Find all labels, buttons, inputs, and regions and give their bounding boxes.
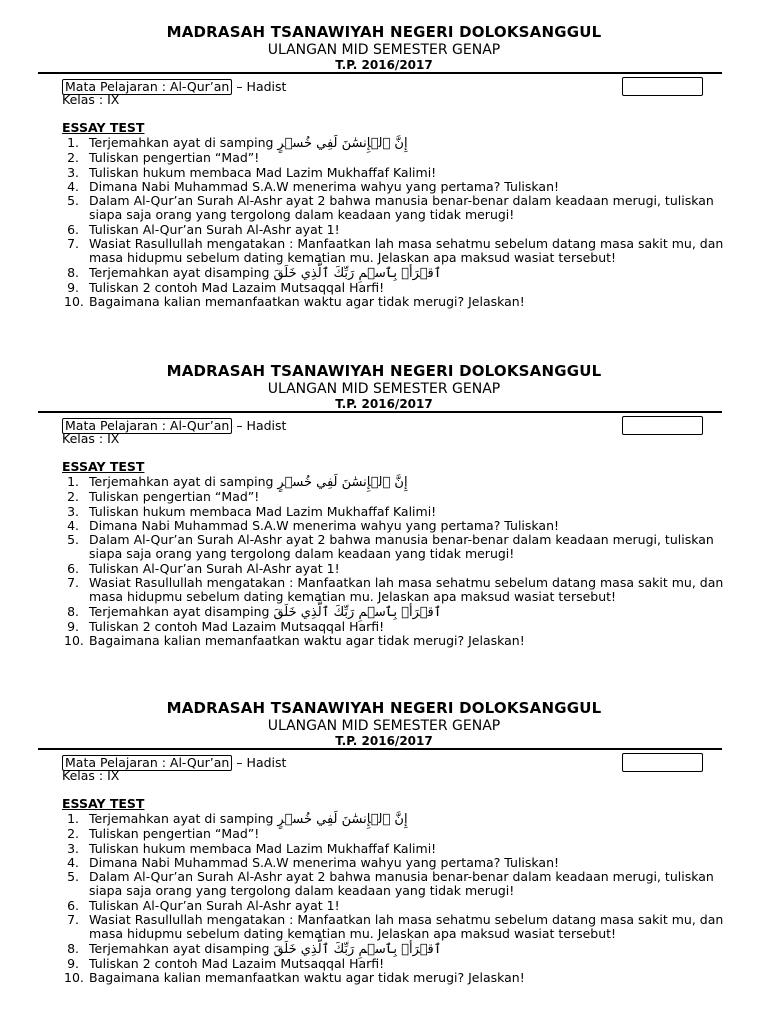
question-item: 7. Wasiat Rasullullah mengatakan : Manfaatkan lah masa sehatmu sebelum datang masa sakit mu, dan masa hidupmu sebelum dating kematian mu. Jelaskan apa maksud wasiat tersebut! [67, 575, 724, 605]
question-item: 1. Terjemahkan ayat di samping إِنَّ ٱلۡإِنسَٰنَ لَفِي خُسۡرٍ [67, 474, 408, 490]
question-item: 2. Tuliskan pengertian “Mad”! [67, 150, 260, 166]
question-item: 5. Dalam Al-Qur’an Surah Al-Ashr ayat 2 bahwa manusia benar-benar dalam keadaan merugi, tuliskan siapa saja orang yang tergolong dalam keadaan yang tidak merugi! [67, 193, 714, 223]
subject-suffix: – Hadist [232, 755, 287, 770]
school-title: MADRASAH TSANAWIYAH NEGERI DOLOKSANGGUL [166, 362, 602, 380]
header-rule [38, 72, 722, 74]
subject-suffix: – Hadist [232, 79, 287, 94]
header-rule [38, 748, 722, 750]
question-item: 1. Terjemahkan ayat di samping إِنَّ ٱلۡإِنسَٰنَ لَفِي خُسۡرٍ [67, 811, 408, 827]
question-item: 3. Tuliskan hukum membaca Mad Lazim Mukhaffaf Kalimi! [67, 503, 437, 519]
exam-sheet-1 [0, 22, 768, 352]
arabic-verse: ٱقۡرَأۡ بِٱسۡمِ رَبِّكَ ٱلَّذِي خَلَقَ [273, 265, 442, 281]
score-box [622, 77, 703, 96]
question-item: 6. Tuliskan Al-Qur’an Surah Al-Ashr ayat 1! [67, 897, 340, 913]
school-title: MADRASAH TSANAWIYAH NEGERI DOLOKSANGGUL [166, 23, 602, 41]
question-item: 10. Bagaimana kalian memanfaatkan waktu agar tidak merugi? Jelaskan! [64, 633, 525, 649]
exam-title: ULANGAN MID SEMESTER GENAP [267, 42, 501, 58]
question-item: 6. Tuliskan Al-Qur’an Surah Al-Ashr ayat 1! [67, 221, 340, 237]
academic-year: T.P. 2016/2017 [335, 397, 433, 411]
section-title: ESSAY TEST [62, 459, 145, 474]
arabic-verse: ٱقۡرَأۡ بِٱسۡمِ رَبِّكَ ٱلَّذِي خَلَقَ [273, 604, 442, 620]
exam-sheet-2 [0, 361, 768, 691]
exam-title: ULANGAN MID SEMESTER GENAP [267, 718, 501, 734]
arabic-verse: ٱقۡرَأۡ بِٱسۡمِ رَبِّكَ ٱلَّذِي خَلَقَ [273, 941, 442, 957]
class-label: Kelas : IX [62, 92, 120, 107]
question-item: 9. Tuliskan 2 contoh Mad Lazaim Mutsaqqal Harfi! [67, 618, 385, 634]
question-item: 10. Bagaimana kalian memanfaatkan waktu agar tidak merugi? Jelaskan! [64, 294, 525, 310]
class-label: Kelas : IX [62, 431, 120, 446]
score-box [622, 416, 703, 435]
header-rule [38, 411, 722, 413]
subject-box: Mata Pelajaran : Al-Qur’an [62, 79, 232, 95]
question-item: 10. Bagaimana kalian memanfaatkan waktu agar tidak merugi? Jelaskan! [64, 970, 525, 986]
arabic-verse: إِنَّ ٱلۡإِنسَٰنَ لَفِي خُسۡرٍ [277, 136, 408, 151]
arabic-verse: إِنَّ ٱلۡإِنسَٰنَ لَفِي خُسۡرٍ [277, 812, 408, 827]
question-item: 2. Tuliskan pengertian “Mad”! [67, 826, 260, 842]
question-item: 4. Dimana Nabi Muhammad S.A.W menerima wahyu yang pertama? Tuliskan! [67, 517, 560, 533]
score-box [622, 753, 703, 772]
question-list [64, 812, 734, 986]
question-item: 9. Tuliskan 2 contoh Mad Lazaim Mutsaqqal Harfi! [67, 279, 385, 295]
subject-box: Mata Pelajaran : Al-Qur’an [62, 755, 232, 771]
question-item: 3. Tuliskan hukum membaca Mad Lazim Mukhaffaf Kalimi! [67, 840, 437, 856]
question-item: 3. Tuliskan hukum membaca Mad Lazim Mukhaffaf Kalimi! [67, 164, 437, 180]
question-item: 8. Terjemahkan ayat disamping ٱقۡرَأۡ بِٱسۡمِ رَبِّكَ ٱلَّذِي خَلَقَ [67, 264, 442, 281]
academic-year: T.P. 2016/2017 [335, 734, 433, 748]
question-item: 5. Dalam Al-Qur’an Surah Al-Ashr ayat 2 bahwa manusia benar-benar dalam keadaan merugi, tuliskan siapa saja orang yang tergolong dalam keadaan yang tidak merugi! [67, 869, 714, 899]
question-item: 9. Tuliskan 2 contoh Mad Lazaim Mutsaqqal Harfi! [67, 955, 385, 971]
exam-sheet-3 [0, 698, 768, 1028]
question-item: 8. Terjemahkan ayat disamping ٱقۡرَأۡ بِٱسۡمِ رَبِّكَ ٱلَّذِي خَلَقَ [67, 940, 442, 957]
question-item: 2. Tuliskan pengertian “Mad”! [67, 489, 260, 505]
question-item: 4. Dimana Nabi Muhammad S.A.W menerima wahyu yang pertama? Tuliskan! [67, 178, 560, 194]
question-item: 5. Dalam Al-Qur’an Surah Al-Ashr ayat 2 bahwa manusia benar-benar dalam keadaan merugi, tuliskan siapa saja orang yang tergolong dalam keadaan yang tidak merugi! [67, 532, 714, 562]
question-list [64, 136, 734, 310]
exam-title: ULANGAN MID SEMESTER GENAP [267, 381, 501, 397]
section-title: ESSAY TEST [62, 120, 145, 135]
question-item: 1. Terjemahkan ayat di samping إِنَّ ٱلۡإِنسَٰنَ لَفِي خُسۡرٍ [67, 135, 408, 151]
school-title: MADRASAH TSANAWIYAH NEGERI DOLOKSANGGUL [166, 699, 602, 717]
question-list [64, 475, 734, 649]
question-item: 6. Tuliskan Al-Qur’an Surah Al-Ashr ayat 1! [67, 560, 340, 576]
subject-suffix: – Hadist [232, 418, 287, 433]
question-item: 4. Dimana Nabi Muhammad S.A.W menerima wahyu yang pertama? Tuliskan! [67, 854, 560, 870]
question-item: 7. Wasiat Rasullullah mengatakan : Manfaatkan lah masa sehatmu sebelum datang masa sakit mu, dan masa hidupmu sebelum dating kematian mu. Jelaskan apa maksud wasiat tersebut! [67, 236, 724, 266]
academic-year: T.P. 2016/2017 [335, 58, 433, 72]
arabic-verse: إِنَّ ٱلۡإِنسَٰنَ لَفِي خُسۡرٍ [277, 475, 408, 490]
question-item: 8. Terjemahkan ayat disamping ٱقۡرَأۡ بِٱسۡمِ رَبِّكَ ٱلَّذِي خَلَقَ [67, 603, 442, 620]
section-title: ESSAY TEST [62, 796, 145, 811]
class-label: Kelas : IX [62, 768, 120, 783]
subject-box: Mata Pelajaran : Al-Qur’an [62, 418, 232, 434]
question-item: 7. Wasiat Rasullullah mengatakan : Manfaatkan lah masa sehatmu sebelum datang masa sakit mu, dan masa hidupmu sebelum dating kematian mu. Jelaskan apa maksud wasiat tersebut! [67, 912, 724, 942]
